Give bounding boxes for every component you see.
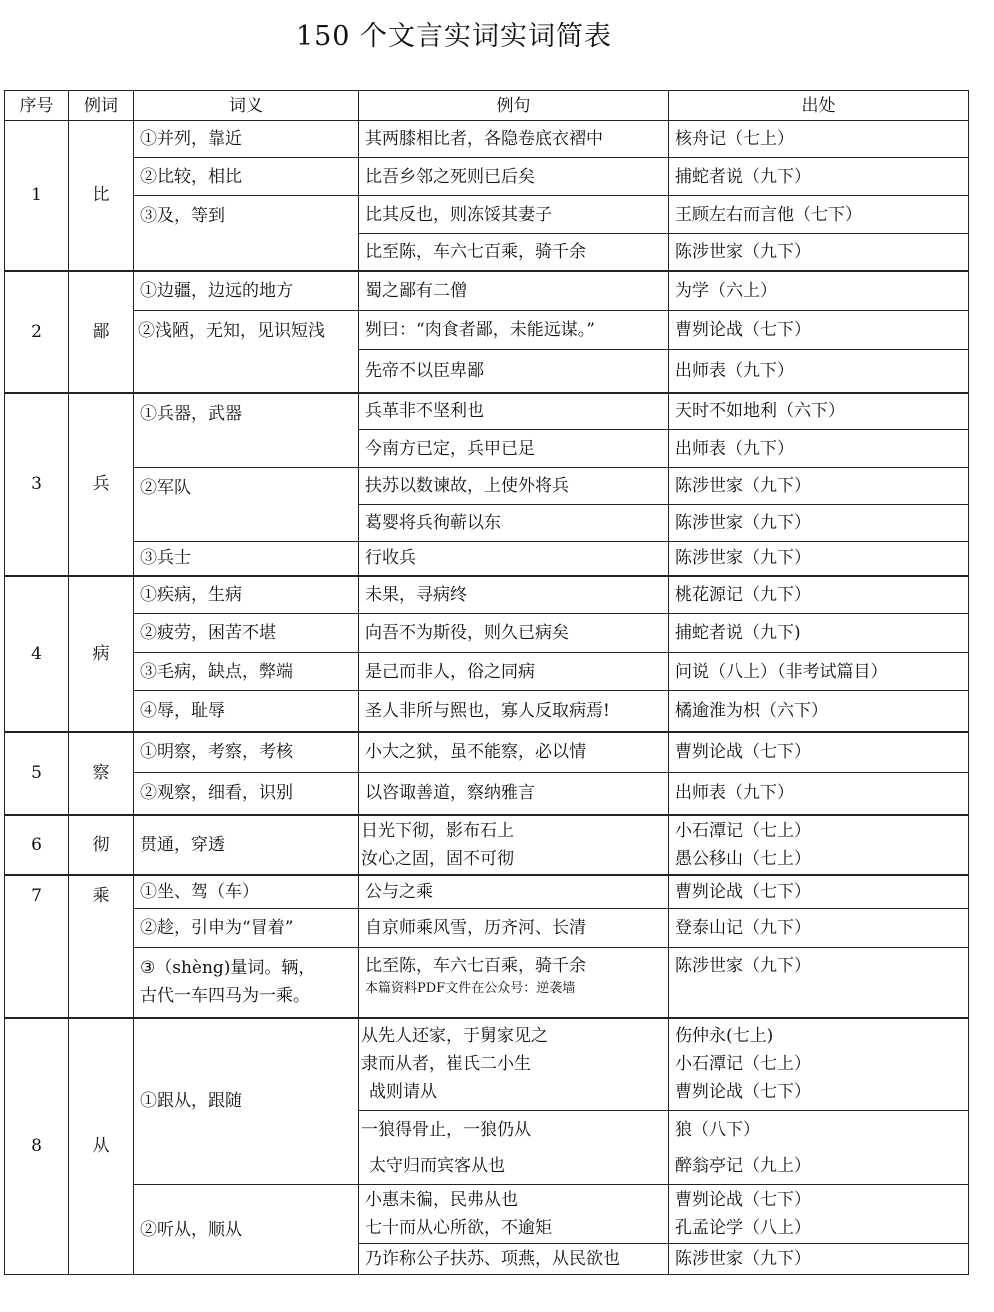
meaning: ④辱，耻辱 — [134, 691, 359, 732]
entry-number: 1 — [5, 121, 69, 271]
source: 桃花源记（九下） — [669, 576, 969, 614]
example: 小惠未徧，民弗从也 — [365, 1190, 518, 1210]
entry-word: 鄙 — [69, 271, 134, 393]
table-row — [5, 1018, 969, 1111]
example: 葛婴将兵徇蕲以东 — [359, 505, 669, 542]
example: 太守归而宾客从也 — [369, 1155, 505, 1176]
table-row — [5, 691, 969, 732]
entry-number: 8 — [5, 1018, 69, 1275]
example: 小大之狱，虽不能察，必以情 — [359, 732, 669, 773]
example: 战则请从 — [369, 1082, 437, 1103]
meaning: ③毛病，缺点，弊端 — [134, 653, 359, 691]
table-row — [5, 948, 969, 1018]
source: 橘逾淮为枳（六下） — [669, 691, 969, 732]
example-cell — [359, 1018, 669, 1111]
example: 先帝不以臣卑鄙 — [359, 350, 669, 393]
source: 捕蛇者说（九下） — [669, 158, 969, 196]
example: 今南方已定，兵甲已足 — [359, 430, 669, 468]
word-table — [4, 90, 969, 1275]
meaning: ②趁，引申为“冒着” — [134, 909, 359, 948]
table-row — [5, 875, 969, 909]
source: 王顾左右而言他（七下） — [669, 196, 969, 234]
example: 公与之乘 — [359, 875, 669, 909]
entry-word: 彻 — [69, 815, 134, 875]
example: 扶苏以数谏故，上使外将兵 — [359, 468, 669, 505]
table-row — [5, 909, 969, 948]
entry-number: 5 — [5, 732, 69, 815]
table-row — [5, 1185, 969, 1244]
meaning: ③（shèng)量词。辆， — [140, 958, 316, 979]
example: 比至陈，车六七百乘，骑千余 — [359, 234, 669, 271]
header-example: 例句 — [359, 91, 669, 121]
meaning-cell — [134, 948, 359, 1018]
meaning: ①并列，靠近 — [134, 121, 359, 158]
source: 曹刿论战（七下） — [669, 311, 969, 350]
meaning: ②浅陋，无知，见识短浅 — [134, 311, 359, 393]
footnote-text: 本篇资料PDF文件在公众号：逆袭墙 — [365, 981, 576, 996]
entry-number: 2 — [5, 271, 69, 393]
entry-number: 7 — [5, 875, 69, 1018]
source: 曹刿论战（七下） — [669, 875, 969, 909]
example: 未果，寻病终 — [359, 576, 669, 614]
example: 以咨诹善道，察纳雅言 — [359, 773, 669, 815]
source-cell — [669, 1111, 969, 1185]
source-cell — [669, 815, 969, 875]
example: 向吾不为斯役，则久已病矣 — [359, 614, 669, 653]
source: 出师表（九下） — [669, 773, 969, 815]
source: 为学（六上） — [669, 271, 969, 311]
table-row — [5, 653, 969, 691]
example: 日光下彻，影布石上 — [361, 820, 514, 841]
table-header-row — [5, 91, 969, 121]
entry-word: 乘 — [69, 875, 134, 1018]
source: 醉翁亭记（九上） — [675, 1155, 811, 1176]
table-row — [5, 121, 969, 158]
table-row — [5, 732, 969, 773]
source: 曹刿论战（七下） — [675, 1190, 811, 1210]
source: 陈涉世家（九下） — [669, 1244, 969, 1275]
example: 汝心之固，固不可彻 — [361, 848, 514, 869]
meaning: ①明察，考察，考核 — [134, 732, 359, 773]
entry-number: 3 — [5, 393, 69, 576]
table-row — [5, 773, 969, 815]
example: 隶而从者，崔氏二小生 — [361, 1054, 531, 1075]
example: 一狼得骨止，一狼仍从 — [361, 1119, 531, 1140]
example: 是己而非人，俗之同病 — [359, 653, 669, 691]
source: 捕蛇者说（九下) — [669, 614, 969, 653]
source: 狼（八下） — [675, 1119, 760, 1140]
entry-word: 察 — [69, 732, 134, 815]
meaning: 贯通，穿透 — [134, 815, 359, 875]
example-cell — [359, 1185, 669, 1244]
example-cell — [359, 1111, 669, 1185]
table-row — [5, 393, 969, 430]
source: 出师表（九下） — [669, 430, 969, 468]
table-row — [5, 468, 969, 505]
example: 行收兵 — [359, 542, 669, 576]
source: 陈涉世家（九下） — [669, 234, 969, 271]
table-row — [5, 614, 969, 653]
meaning: ①坐、驾（车） — [134, 875, 359, 909]
table-row — [5, 271, 969, 311]
meaning: 古代一车四马为一乘。 — [140, 986, 310, 1007]
source: 出师表（九下） — [669, 350, 969, 393]
example: 七十而从心所欲，不逾矩 — [365, 1218, 552, 1238]
table-row — [5, 815, 969, 875]
entry-word: 兵 — [69, 393, 134, 576]
source: 小石潭记（七上） — [675, 1054, 811, 1075]
table-row — [5, 542, 969, 576]
source: 小石潭记（七上） — [675, 820, 811, 841]
header-source: 出处 — [669, 91, 969, 121]
example: 自京师乘风雪，历齐河、长清 — [359, 909, 669, 948]
meaning: ②疲劳，困苦不堪 — [134, 614, 359, 653]
source: 问说（八上）（非考试篇目） — [669, 653, 969, 691]
source: 登泰山记（九下） — [669, 909, 969, 948]
table-row — [5, 158, 969, 196]
meaning: ①边疆，边远的地方 — [134, 271, 359, 311]
source: 伤仲永(七上) — [675, 1026, 774, 1047]
header-meaning: 词义 — [134, 91, 359, 121]
source: 陈涉世家（九下） — [669, 468, 969, 505]
meaning: ②观察，细看，识别 — [134, 773, 359, 815]
meaning: ①兵器，武器 — [134, 393, 359, 468]
example: 比其反也，则冻馁其妻子 — [359, 196, 669, 234]
entry-word: 病 — [69, 576, 134, 732]
table-row — [5, 576, 969, 614]
example: 从先人还家，于舅家见之 — [361, 1026, 548, 1047]
source: 陈涉世家（九下） — [669, 542, 969, 576]
source: 曹刿论战（七下） — [669, 732, 969, 773]
meaning: ①疾病，生病 — [134, 576, 359, 614]
table-row — [5, 311, 969, 350]
source-cell — [669, 1018, 969, 1111]
source: 孔孟论学（八上） — [675, 1218, 811, 1238]
example: 刿曰：“肉食者鄙，未能远谋。” — [359, 311, 669, 350]
example: 比至陈，车六七百乘，骑千余 — [365, 956, 586, 976]
example: 比吾乡邻之死则已后矣 — [359, 158, 669, 196]
meaning: ②听从，顺从 — [134, 1185, 359, 1275]
header-word: 例词 — [69, 91, 134, 121]
source-cell — [669, 1185, 969, 1244]
example: 乃诈称公子扶苏、项燕，从民欲也 — [359, 1244, 669, 1275]
table-row — [5, 196, 969, 234]
source: 陈涉世家（九下） — [669, 505, 969, 542]
meaning: ③兵士 — [134, 542, 359, 576]
source: 天时不如地利（六下） — [669, 393, 969, 430]
entry-number: 6 — [5, 815, 69, 875]
example-cell — [359, 815, 669, 875]
source: 陈涉世家（九下） — [669, 948, 969, 1018]
entry-number: 4 — [5, 576, 69, 732]
header-number: 序号 — [5, 91, 69, 121]
entry-word: 从 — [69, 1018, 134, 1275]
meaning: ③及，等到 — [134, 196, 359, 271]
source: 曹刿论战（七下） — [675, 1082, 811, 1103]
example: 圣人非所与熙也，寡人反取病焉! — [359, 691, 669, 732]
meaning: ②比较，相比 — [134, 158, 359, 196]
page-title: 150 个文言实词实词简表 — [295, 21, 613, 52]
example: 兵革非不坚利也 — [359, 393, 669, 430]
example: 蜀之鄙有二僧 — [359, 271, 669, 311]
entry-word: 比 — [69, 121, 134, 271]
source: 愚公移山（七上） — [675, 848, 811, 869]
example: 其两膝相比者，各隐卷底衣褶中 — [359, 121, 669, 158]
example-cell — [359, 948, 669, 1018]
meaning: ②军队 — [134, 468, 359, 542]
meaning: ①跟从，跟随 — [134, 1018, 359, 1185]
source: 核舟记（七上） — [669, 121, 969, 158]
